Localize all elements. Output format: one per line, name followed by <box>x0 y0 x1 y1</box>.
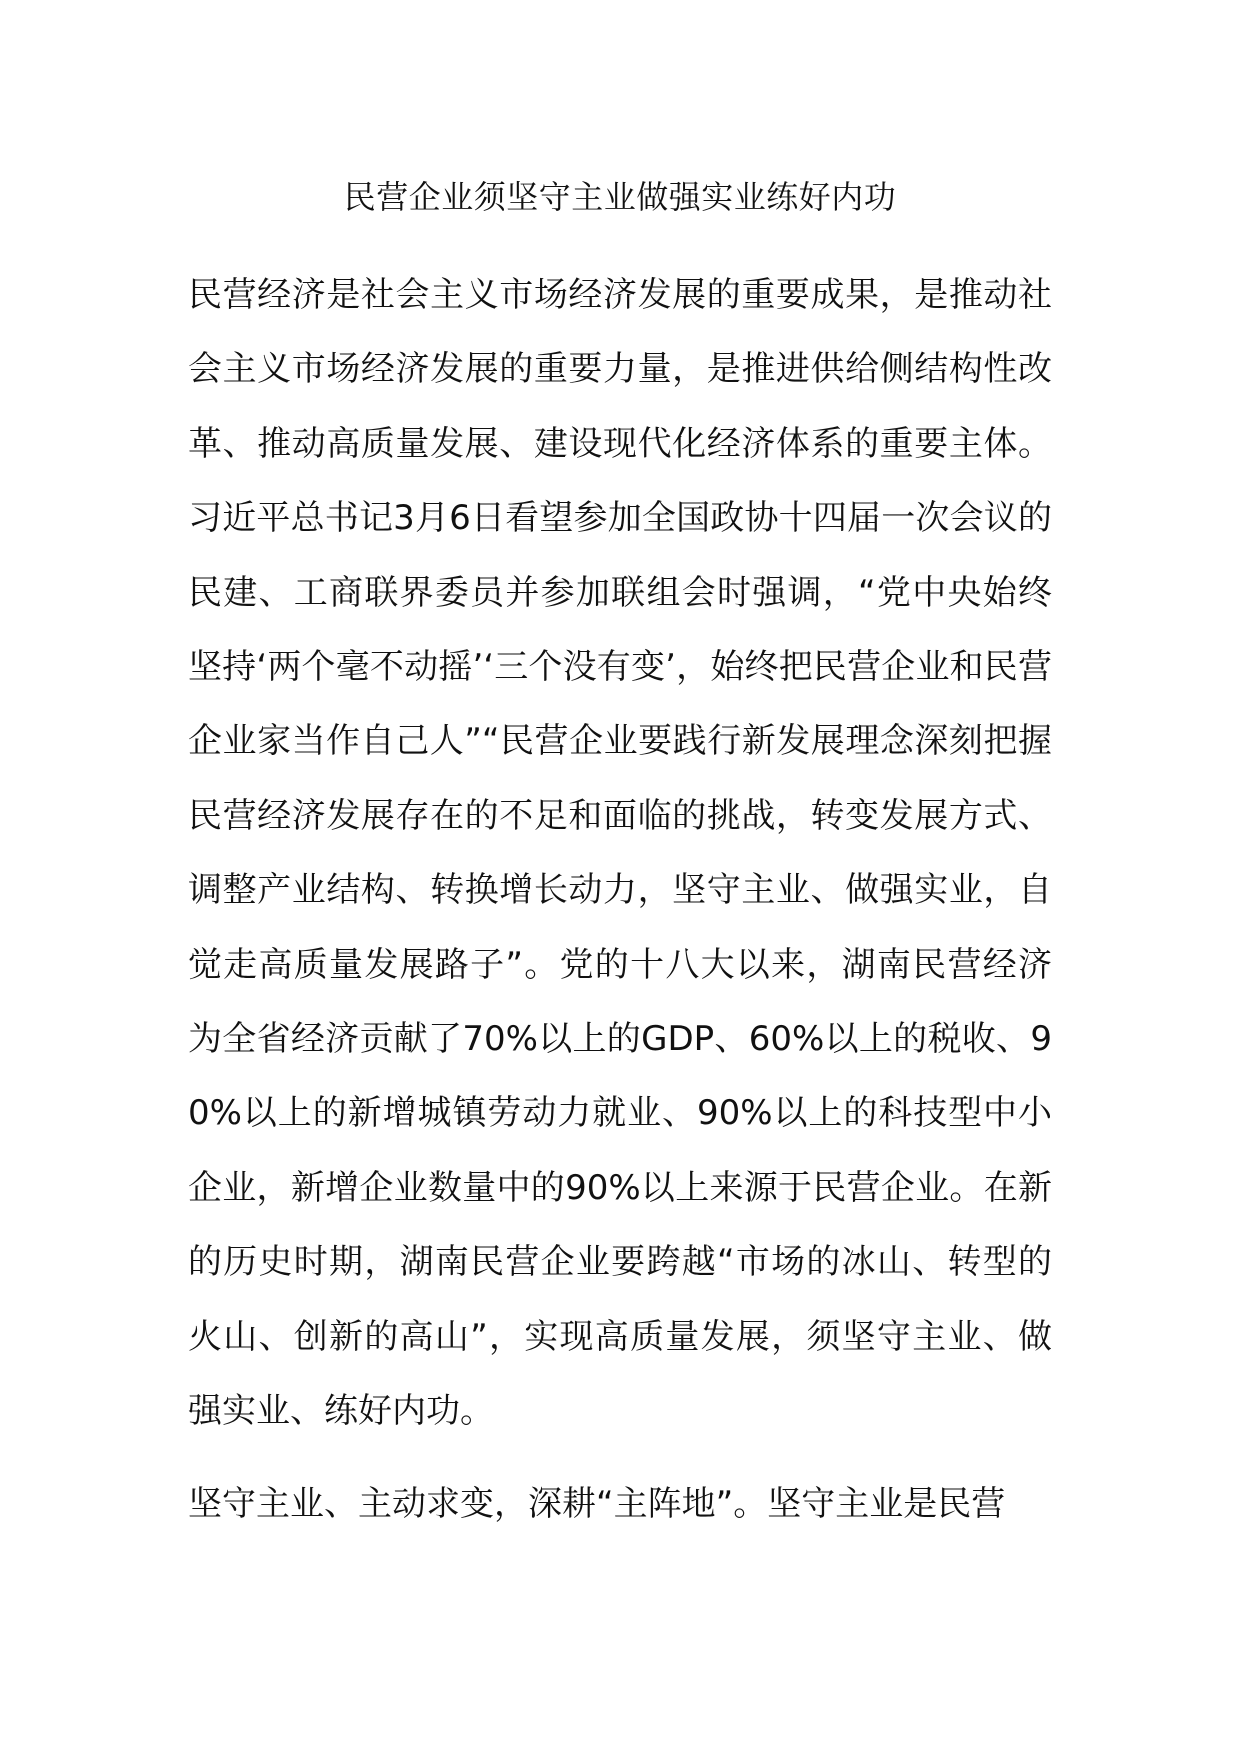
paragraph-1: 民营经济是社会主义市场经济发展的重要成果，是推动社会主义市场经济发展的重要力量，是推进供给侧结构性改革、推动高质量发展、建设现代化经济体系的重要主体。习近平总书记3月6日看望参加全国政协十四届一次会议的民建、工商联界委员并参加联组会时强调，“党中央始终坚持‘两个毫不动摇’‘三个没有变’，始终把民营企业和民营企业家当作自己人”“民营企业要践行新发展理念深刻把握民营经济发展存在的不足和面临的挑战，转变发展方式、调整产业结构、转换增长动力，坚守主业、做强实业，自觉走高质量发展路子”。党的十八大以来，湖南民营经济为全省经济贡献了70%以上的GDP、60%以上的税收、90%以上的新增城镇劳动力就业、90%以上的科技型中小企业，新增企业数量中的90%以上来源于民营企业。在新的历史时期，湖南民营企业要跨越“市场的冰山、转型的火山、创新的高山”，实现高质量发展，须坚守主业、做强实业、练好内功。 <box>188 275 1052 1432</box>
document-title: 民营企业须坚守主业做强实业练好内功 <box>343 178 897 216</box>
paragraph-2: 坚守主业、主动求变，深耕“主阵地”。坚守主业是民营 <box>188 1483 1006 1524</box>
document-body <box>188 258 1052 1559</box>
